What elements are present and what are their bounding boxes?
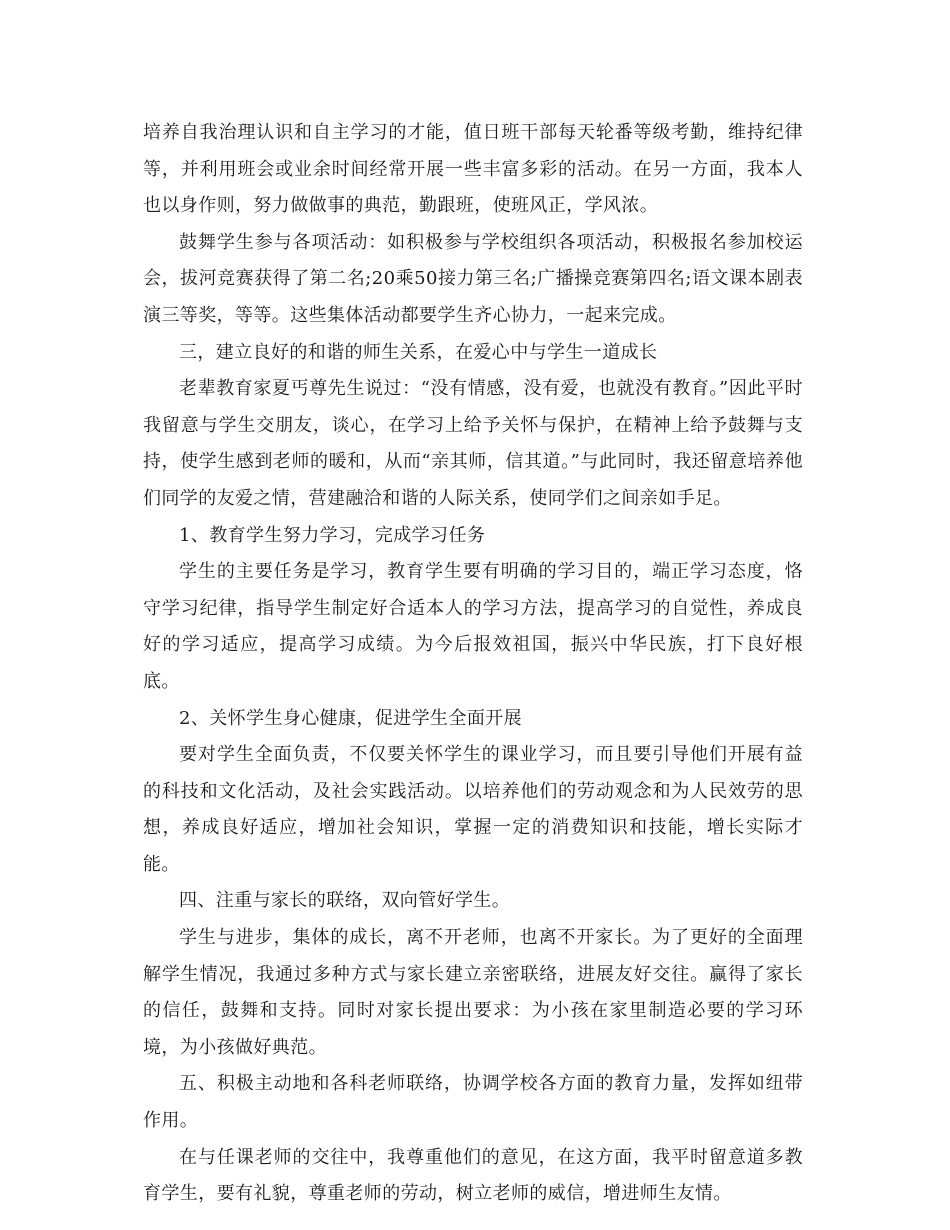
paragraph-teacher-student-relations: 老辈教育家夏丐尊先生说过：“没有情感，没有爱，也就没有教育。”因此平时我留意与学生交朋友，谈心，在学习上给予关怀与保护，在精神上给予鼓舞与支持，使学生感到老师的暖和，从而“亲其师，信其道。”与此同时，我还留意培养他们同学的友爱之情，营建融洽和谐的人际关系，使同学们之间亲如手足。	[143, 378, 803, 509]
paragraph-activities: 鼓舞学生参与各项活动：如积极参与学校组织各项活动，积极报名参加校运会，拔河竞赛获得了第二名;20乘50接力第三名;广播操竞赛第四名;语文课本剧表演三等奖，等等。这些集体活动都要学生齐心协力，一起来完成。	[143, 231, 803, 326]
subheading-two: 2、关怀学生身心健康，促进学生全面开展	[179, 707, 523, 729]
section-heading-five: 五、积极主动地和各科老师联络，协调学校各方面的教育力量，发挥如纽带作用。	[143, 1073, 803, 1132]
paragraph-teacher-cooperation: 在与任课老师的交往中，我尊重他们的意见，在这方面，我平时留意道多教育学生，要有礼貌，尊重老师的劳动，树立老师的威信，增进师生友情。	[143, 1146, 803, 1205]
paragraph-study-tasks: 学生的主要任务是学习，教育学生要有明确的学习目的，端正学习态度，恪守学习纪律，指导学生制定好合适本人的学习方法，提高学习的自觉性，养成良好的学习适应，提高学习成绩。为今后报效祖国，振兴中华民族，打下良好根底。	[143, 561, 803, 692]
document-body	[143, 115, 803, 1213]
paragraph-health-development: 要对学生全面负责，不仅要关怀学生的课业学习，而且要引导他们开展有益的科技和文化活动，及社会实践活动。以培养他们的劳动观念和为人民效劳的思想，养成良好适应，增加社会知识，掌握一定的消费知识和技能，增长实际才能。	[143, 744, 803, 875]
subheading-one: 1、教育学生努力学习，完成学习任务	[179, 524, 486, 546]
paragraph-class-management: 培养自我治理认识和自主学习的才能，值日班干部每天轮番等级考勤，维持纪律等，并利用班会或业余时间经常开展一些丰富多彩的活动。在另一方面，我本人也以身作则，努力做做事的典范，勤跟班，使班风正，学风浓。	[143, 122, 803, 217]
paragraph-parent-contact: 学生与进步，集体的成长，离不开老师，也离不开家长。为了更好的全面理解学生情况，我通过多种方式与家长建立亲密联络，进展友好交往。赢得了家长的信任，鼓舞和支持。同时对家长提出要求：为小孩在家里制造必要的学习环境，为小孩做好典范。	[143, 927, 803, 1058]
section-heading-three: 三，建立良好的和谐的师生关系，在爱心中与学生一道成长	[179, 341, 658, 363]
section-heading-four: 四、注重与家长的联络，双向管好学生。	[179, 890, 511, 912]
